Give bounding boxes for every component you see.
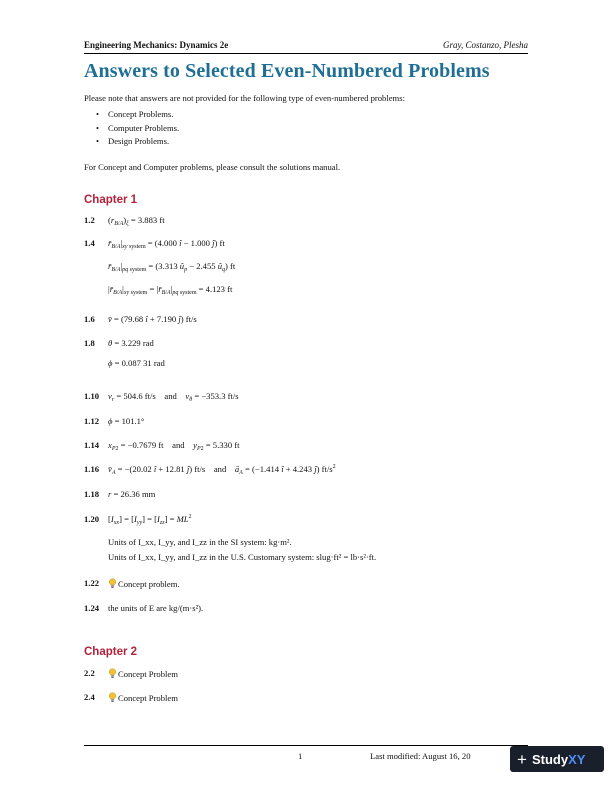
problem-number: 2.4: [84, 692, 95, 702]
equation: r = 26.36 mm: [108, 489, 156, 499]
problem-number: 1.12: [84, 416, 100, 426]
problem-number: 1.18: [84, 489, 100, 499]
problem-number: 1.20: [84, 514, 100, 524]
concept-text: Concept problem.: [118, 579, 180, 589]
problem-number: 1.14: [84, 440, 100, 450]
conjunction: and: [164, 391, 177, 401]
concept-text: Concept Problem: [118, 693, 178, 703]
equation: ϕ = 101.1°: [108, 416, 145, 426]
problem-number: 1.16: [84, 464, 100, 474]
page-footer: [84, 745, 528, 761]
badge-study-text: Study: [531, 751, 569, 767]
equation: $(r_{B/A})_\xi = 3.883$ ft: [108, 215, 165, 227]
answer-text-line: [108, 668, 178, 679]
concept-text: Concept Problem: [118, 669, 178, 679]
last-modified: Last modified: August 16, 20: [370, 751, 471, 761]
badge-label: [532, 752, 585, 767]
conjunction: and: [213, 464, 227, 474]
equation: ϕ = 0.087 31 rad: [108, 358, 165, 368]
problem-number: 1.4: [84, 238, 95, 248]
list-item: • Concept Problems.: [96, 108, 179, 122]
lightbulb-icon: [108, 692, 117, 703]
list-item: • Design Problems.: [96, 135, 179, 149]
equation: v̄ = (79.68 î + 7.190 ĵ) ft/s: [108, 314, 197, 324]
page-title: Answers to Selected Even-Numbered Problems: [84, 60, 490, 82]
consult-note: For Concept and Computer problems, please consult the solutions manual.: [84, 162, 341, 172]
answer-text-line: [108, 578, 180, 589]
problem-type-list: [96, 108, 179, 149]
problem-number: 1.2: [84, 215, 95, 225]
units-si-text: Units of I_xx, I_yy, and I_zz in the SI system: kg·m².: [108, 537, 292, 547]
equation: $[I_{xx}] = [I_{yy}] = [I_{zz}] = ML^2$: [108, 514, 192, 526]
equation: $v̄_A = -(20.02$ î + 12.81 ĵ) ft/s and $ā_A = (-1.414$ î + 4.243 ĵ) $ft/s^2$: [108, 464, 336, 476]
book-title: Engineering Mechanics: Dynamics 2e: [84, 40, 229, 50]
page-number: 1: [298, 751, 303, 761]
conjunction: and: [172, 440, 185, 450]
lightbulb-icon: [108, 668, 117, 679]
problem-number: 1.6: [84, 314, 95, 324]
problem-number: 1.24: [84, 603, 100, 613]
authors: Gray, Costanzo, Plesha: [442, 40, 528, 50]
page-header: [84, 36, 528, 54]
chapter-1-heading: Chapter 1: [84, 194, 138, 206]
units-us-text: Units of I_xx, I_yy, and I_zz in the U.S. Customary system: slug·ft² = lb·s²·ft.: [108, 552, 377, 562]
studyxy-badge[interactable]: [510, 746, 604, 772]
intro-text: Please note that answers are not provided for the following type of even-numbered problems:: [84, 93, 405, 103]
chapter-2-heading: Chapter 2: [84, 646, 138, 658]
equation: $|r̄_{B/A}|_{xy system}$ = $|r̄_{B/A}|_{pq system} = 4.123$ ft: [108, 284, 233, 296]
problem-number: 1.22: [84, 578, 100, 588]
equation: $r̄_{B/A}|_{xy system} = (4.000$ î − 1.000 ĵ) ft: [108, 238, 225, 250]
lightbulb-icon: [108, 578, 117, 589]
list-item: • Computer Problems.: [96, 122, 179, 136]
badge-xy-text: XY: [568, 751, 586, 767]
units-e-text: the units of E are kg/(m·s²).: [108, 603, 204, 613]
problem-number: 1.10: [84, 391, 100, 401]
equation: $x_{P2} = -0.7679$ ft and $y_{P2} = 5.330$ ft: [108, 440, 240, 452]
equation: $r̄_{B/A}|_{pq system} = (3.313$ $û_p - 2.455$ $û_q$) ft: [108, 261, 236, 273]
problem-number: 2.2: [84, 668, 95, 678]
answer-text-line: [108, 692, 178, 703]
equation: θ = 3.229 rad: [108, 338, 154, 348]
plus-icon: +: [517, 749, 527, 769]
problem-number: 1.8: [84, 338, 95, 348]
equation: $v_r = 504.6$ ft/s and $v_\theta = -353.3$ ft/s: [108, 391, 239, 403]
